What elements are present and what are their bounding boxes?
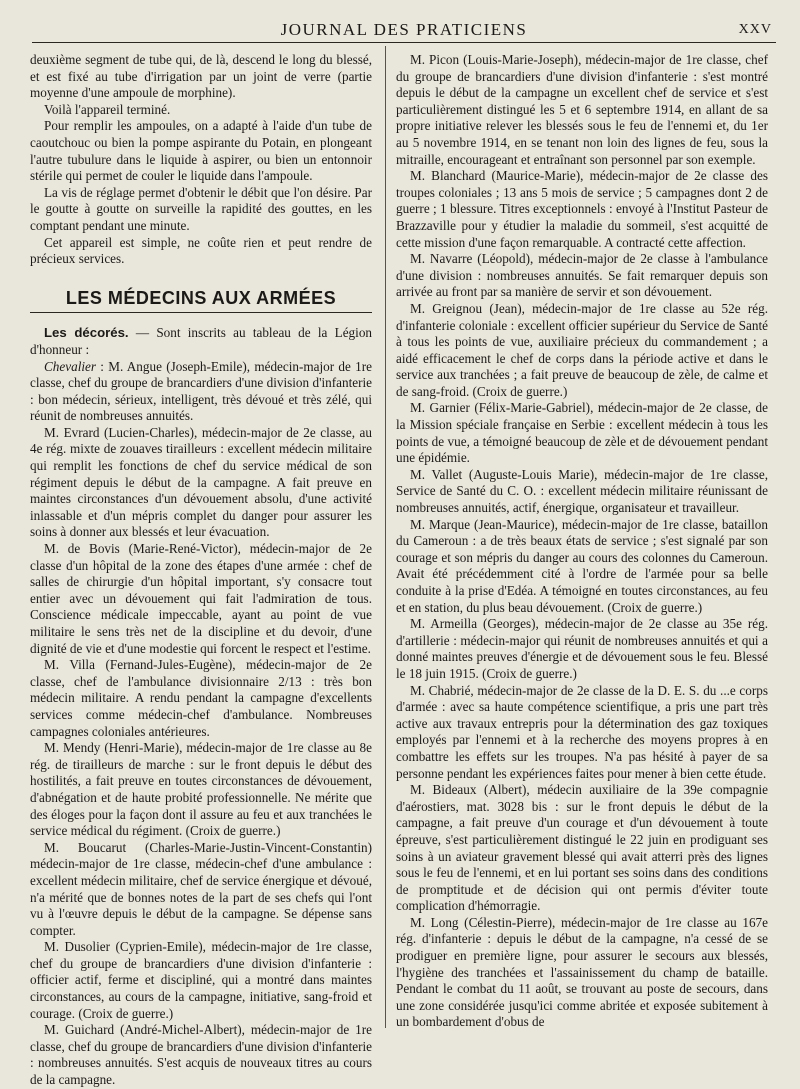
journal-title: JOURNAL DES PRATICIENS [280,20,528,39]
chevalier-label: Chevalier [44,358,97,374]
citation-boucarut: M. Boucarut (Charles-Marie-Justin-Vincent-Constantin) médecin-major de 1re classe, médecin-chef d'une ambulance : excellent médecin militaire, chef de service énergique et dévoué, n'a mérité que de bonnes notes de la part de ses chefs qui l'ont vu à l'œuvre depuis le début de la campagne. Se dépense sans compter. [30,839,372,938]
citation-armeilla: M. Armeilla (Georges), médecin-major de 2e classe au 35e rég. d'artillerie : médecin-major qui réunit de nombreuses annuités et qui a donné maintes preuves d'énergie et de dévouement sous le feu. Blessé le 18 juin 1915. (Croix de guerre.) [396,616,768,681]
citation-evrard: M. Evrard (Lucien-Charles), médecin-major de 2e classe, au 4e rég. mixte de zouaves tirailleurs : excellent médecin militaire qui remplit les fonctions de chef du service médical de son régiment depuis le début de la campagne. A fait preuve en maintes circonstances d'un dévouement absolu, d'une activité inlassable et d'un mépris complet du danger pour assurer les soins à donner aux blessés et leur évacuation. [30,424,372,540]
citation-bovis: M. de Bovis (Marie-René-Victor), médecin-major de 2e classe d'un hôpital de la zone des étapes d'une armée : chef de salles de chirurgie d'un hôpital important, s'y consacre tout entier avec un dévouement qui fait l'admiration de tous. Conscience médicale impeccable, ayant au point de vue militaire le sens très net de la discipline et du devoir, d'une dignité de vie et d'une modestie qui forcent le respect et l'estime. [30,541,372,656]
paragraph: deuxième segment de tube qui, de là, descend le long du blessé, et est fixé au tube d'irrigation par un joint de verre (partie moyenne d'une ampoule de morphine). [30,52,372,101]
citation-vallet: M. Vallet (Auguste-Louis Marie), médecin-major de 1re classe, Service de Santé du C. O. : excellent médecin militaire réunissant de nombreuses annuités, actif, énergique, organisateur et travailleur. [396,466,768,516]
page-number: XXV [738,22,772,37]
citation-guichard: M. Guichard (André-Michel-Albert), médecin-major de 1re classe, chef du groupe de brancardiers d'une division d'infanterie : nombreuses annuités. S'est acquis de nouveaux titres au cours de la campagne. [30,1022,372,1088]
citation-villa: M. Villa (Fernand-Jules-Eugène), médecin-major de 2e classe, chef de l'ambulance divisionnaire 2/13 : très bon médecin militaire. A rendu pendant la campagne d'excellents services comme médecin-chef d'ambulance. Nombreuses campagnes coloniales antérieures. [30,657,372,739]
paragraph: Voilà l'appareil terminé. [44,101,171,117]
decores-lead: Les décorés. [44,325,129,341]
paragraph: La vis de réglage permet d'obtenir le débit que l'on désire. Par le goutte à goutte on surveille la rapidité des gouttes, en les comptant pendant une minute. [30,184,372,233]
citation-bideaux: M. Bideaux (Albert), médecin auxiliaire de la 39e compagnie d'aérostiers, mat. 3028 bis : sur le front depuis le début de la campagne, a fait preuve d'un courage et d'un dévouement à toute épreuve, s'est particulièrement distingué le 22 juin en prodiguant ses soins à un aviateur gravement blessé qui avait atterri près des lignes sous le feu de l'ennemi, et en lui portant ses soins dans des conditions de promptitude et de décision qui ont permis d'éviter toute complication d'hémorragie. [396,782,768,914]
citation-garnier: M. Garnier (Félix-Marie-Gabriel), médecin-major de 2e classe, de la Mission spéciale française en Serbie : excellent médecin à tous les points de vue, a témoigné beaucoup de zèle et de dévouement pendant une épidémie. [396,400,768,466]
citation-blanchard: M. Blanchard (Maurice-Marie), médecin-major de 2e classe des troupes coloniales ; 13 ans 5 mois de service ; 5 campagnes dont 2 de guerre ; 1 blessure. Titres exceptionnels : envoyé à l'Institut Pasteur de Brazzaville pour y étudier la maladie du sommeil, s'est acquitté de cette mission d'une façon remarquable. A contracté cette affection. [396,168,768,250]
paragraph: Pour remplir les ampoules, on a adapté à l'aide d'un tube de caoutchouc ou bien la pompe aspirante du Potain, en plongeant l'autre tubulure dans le liquide à aspirer, ou bien un entonnoir stérile qui permet de couler le liquide dans l'ampoule. [30,118,372,184]
citation-navarre: M. Navarre (Léopold), médecin-major de 2e classe à l'ambulance d'une division : nombreuses annuités. Se fait remarquer depuis son arrivée au front par sa manière de servir et son dévouement. [396,251,768,300]
right-column [396,52,768,1031]
left-column [30,52,372,1089]
citation-text: : M. Angue (Joseph-Emile), médecin-major de 1re classe, chef du groupe de brancardiers d'une division d'infanterie : bon médecin, sérieux, intelligent, très dévoué et très zélé, qui réunit de nombreuses annuités. [30,358,372,424]
citation-picon: M. Picon (Louis-Marie-Joseph), médecin-major de 1re classe, chef du groupe de brancardiers d'une division d'infanterie : s'est montré depuis le début de la campagne un excellent chef de service et s'est particulièrement distingué les 5 et 6 septembre 1914, en allant de sa propre initiative relever les blessés sous le feu de l'ennemi et, du 1er au 5 novembre 1914, en se tenant non loin des lignes de feu, sous la mitraille, encourageant et entraînant son personnel par son exemple. [396,52,768,167]
citation-angue [30,359,372,425]
citation-chabrie: M. Chabrié, médecin-major de 2e classe de la D. E. S. du ...e corps d'armée : avec sa haute compétence scientifique, a pris une part très active aux travaux entrepris pour la détermination des gaz toxiques employés par l'ennemi et à la recherche des moyens propres à en combattre les effets sur les troupes. N'a pas hésité à payer de sa personne pendant les expériences faites pour mener à bien cette étude. [396,682,768,781]
citation-dusolier: M. Dusolier (Cyprien-Emile), médecin-major de 1re classe, chef du groupe de brancardiers d'une division d'infanterie : officier actif, ferme et discipliné, qui a montré dans maintes circonstances, au cours de la campagne, initiative, sang-froid et courage. (Croix de guerre.) [30,939,372,1021]
citation-greignou: M. Greignou (Jean), médecin-major de 1re classe au 52e rég. d'infanterie coloniale : excellent officier supérieur du Service de Santé à tous les points de vue, auxiliaire précieux du commandement ; a aidé efficacement le chef de corps dans la période active et dans le service aux tranchées ; a fait preuve de beaucoup de zèle, de calme et de sang-froid. (Croix de guerre.) [396,300,768,399]
decores-paragraph [30,325,372,358]
citation-mendy: M. Mendy (Henri-Marie), médecin-major de 1re classe au 8e rég. de tirailleurs de marche : sur le front depuis le début des hostilités, a fait preuve en toutes circonstances de dévouement, d'abnégation et de haute probité professionnelle. Ne mérite que des éloges pour la façon dont il assure au feu et aux tranchées le service médical du régiment. (Croix de guerre.) [30,740,372,839]
citation-marque: M. Marque (Jean-Maurice), médecin-major de 1re classe, bataillon du Cameroun : a de très beaux états de service ; s'est signalé par son courage et son mépris du danger au cours des colonnes du Cameroun. Avait été précédemment cité à l'ordre de l'armée pour sa belle conduite à la prise d'Edéa. A témoigné en toutes circonstances, au feu et en station, du plus beau dévouement. (Croix de guerre.) [396,516,768,615]
citation-long: M. Long (Célestin-Pierre), médecin-major de 1re classe au 167e rég. d'infanterie : depuis le début de la campagne, n'a cessé de se prodiguer en première ligne, pour assurer le secours aux blessés, l'hygiène des tranchées et l'assainissement du champ de bataille. Pendant le combat du 11 août, se trouvant au poste de secours, dans une zone considérée jusqu'ici comme abritée et exposée subitement à un bombardement d'obus de [396,914,768,1030]
section-heading: LES MÉDECINS AUX ARMÉES [30,290,372,314]
decores-text: — Sont inscrits au tableau de la Légion d'honneur : [30,325,373,357]
paragraph: Cet appareil est simple, ne coûte rien et peut rendre de précieux services. [30,234,372,267]
page-header [32,18,776,43]
column-divider [385,46,386,1028]
